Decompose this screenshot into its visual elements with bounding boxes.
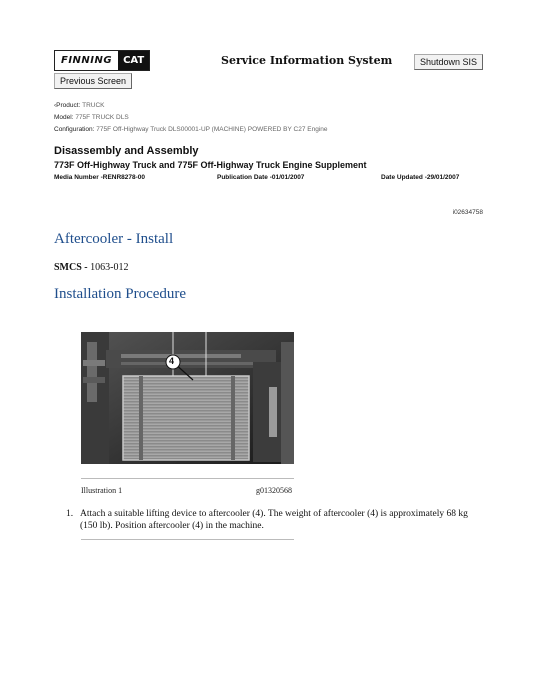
logo-finning-text: FINNING [55, 51, 118, 70]
logo-cat-text: CAT [118, 51, 149, 70]
breadcrumb-model [54, 114, 129, 121]
breadcrumb-product-value[interactable]: TRUCK [82, 102, 105, 109]
publication-date: Publication Date -01/01/2007 [217, 174, 305, 181]
callout-label-4: 4 [169, 356, 175, 366]
breadcrumb-model-value: 775F TRUCK DLS [75, 114, 129, 121]
procedure-step [66, 508, 486, 532]
breadcrumb-model-key: Model: [54, 114, 74, 121]
app-title: Service Information System [221, 54, 393, 67]
illustration-image [81, 332, 294, 464]
shutdown-sis-button[interactable]: Shutdown SIS [414, 54, 483, 70]
smcs-label: SMCS - [54, 262, 88, 273]
date-updated: Date Updated -29/01/2007 [381, 174, 460, 181]
section-title: Disassembly and Assembly [54, 145, 199, 157]
media-number: Media Number -RENR8278-00 [54, 174, 146, 181]
breadcrumb-configuration [54, 126, 328, 133]
breadcrumb-config-value: 775F Off-Highway Truck DLS00001-UP (MACHINE) POWERED BY C27 Engine [96, 126, 328, 133]
step-text: Attach a suitable lifting device to aftercooler (4). The weight of aftercooler (4) is approximately 68 kg (150 lb). Position aftercooler (4) in the machine. [80, 509, 468, 531]
end-divider [81, 539, 294, 540]
previous-screen-button[interactable]: Previous Screen [54, 73, 132, 89]
breadcrumb-product-key: Product: [56, 102, 81, 109]
illustration-id: g01320568 [256, 486, 292, 495]
breadcrumb-config-key: Configuration: [54, 126, 95, 133]
finning-cat-logo [54, 50, 150, 71]
breadcrumb-product[interactable] [54, 102, 104, 109]
illustration-divider [81, 478, 294, 479]
page-title: Aftercooler - Install [54, 231, 174, 247]
step-number: 1. [66, 509, 74, 519]
smcs-value: 1063-012 [90, 262, 129, 273]
smcs-code [54, 262, 128, 273]
aftercooler-photo [81, 332, 294, 464]
back-arrow-icon[interactable]: ‹ [54, 102, 57, 109]
manual-title: 773F Off-Highway Truck and 775F Off-Highway Truck Engine Supplement [54, 160, 367, 170]
document-id: i02634758 [452, 209, 483, 216]
illustration-caption: Illustration 1 [81, 486, 123, 495]
procedure-heading: Installation Procedure [54, 286, 187, 302]
